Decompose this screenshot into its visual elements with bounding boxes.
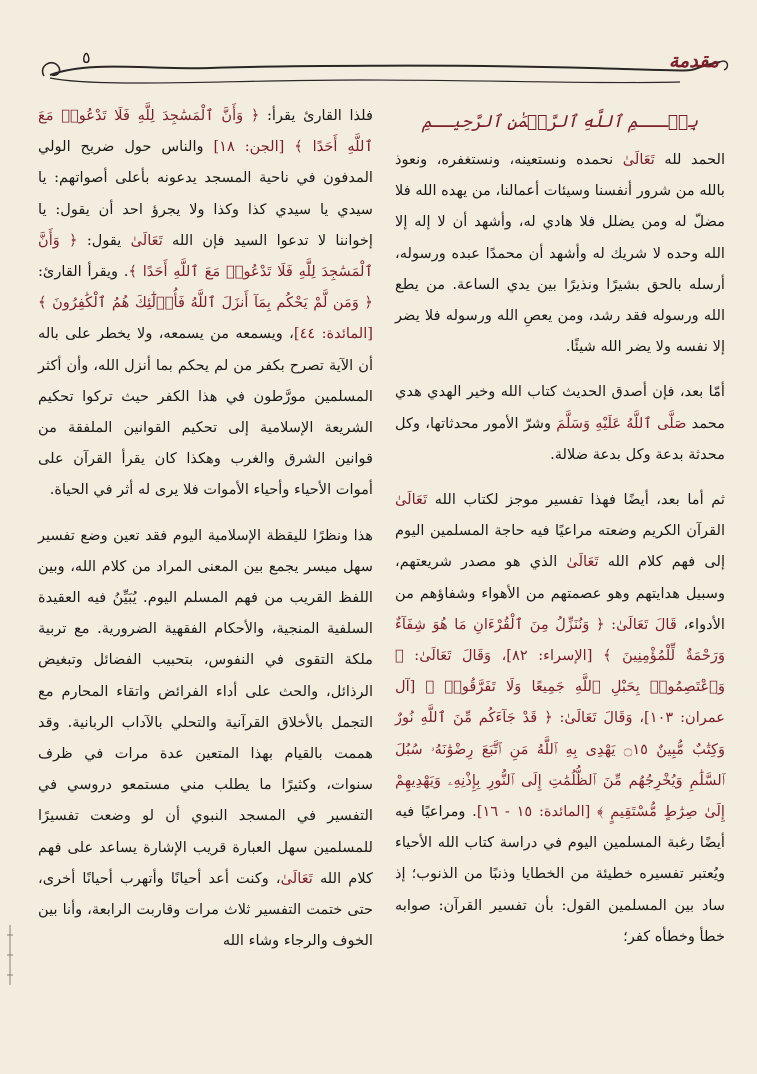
body-text: نحمده ونستعينه، ونستغفره، ونعوذ بالله من شرور أنفسنا وسيئات أعمالنا، من يهده الله فلا مضلّ له ومن يضلل فلا هادي له، وأشهد أن لا إله إلا الله وحده لا شريك له وأشهد أن محمدًا عبده ورسوله، أرسله بالحق بشيرًا ونذيرًا بين يدي الساعة. من يطع الله ورسوله فقد رشد، ومن يعصِ الله ورسوله فلا يضر إلا نفسه ولا يضر الله شيئًا. <box>395 151 725 356</box>
body-text: ، ويسمعه من يسمعه، ولا يخطر على باله أن الآية تصرح بكفر من لم يحكم بما أنزل الله، وأن أكثر المسلمين مورَّطون في هذا الكفر حيث تركوا تحكيم الشريعة الإسلامية إلى تحكيم القوانين الملفقة من قوانين الشرق والغرب وهكذا كان يقرأ القرآن على أموات الأحياء وأحياء الأموات فلا يرى له أثر في الحياة. <box>38 325 373 499</box>
body-text: يقول: <box>77 231 131 249</box>
body-text: وشرّ الأمور محدثاتها، وكل محدثة بدعة وكل بدعة ضلالة. <box>395 414 725 463</box>
quran-text: ﴿ وَأَنَّ ٱلْمَسَٰجِدَ لِلَّهِ فَلَا تَدْعُوا۟ مَعَ ٱللَّهِ أَحَدًا ﴾ [الجن: ١٨] <box>38 107 373 156</box>
body-text: والناس حول ضريح الولي المدفون في ناحية المسجد يدعونه بأعلى أصواتهم: يا سيدي يا سيدي كذا وكذا ولا يجرؤ احد أن يقول: يا إخواننا لا تدعوا السيد فإن الله <box>38 138 373 249</box>
quran-text: ﴿ وَأَنَّ ٱلْمَسَٰجِدَ لِلَّهِ فَلَا تَدْعُوا۟ مَعَ ٱللَّهِ أَحَدًا ﴾ <box>38 231 373 281</box>
paragraph <box>38 100 373 506</box>
paragraph <box>395 144 725 362</box>
quran-text: تَعَالَىٰ <box>280 869 313 887</box>
paragraph <box>395 484 725 952</box>
left-column <box>38 100 373 956</box>
basmala: بِسۡـــمِ ٱللَّهِ ٱلرَّحۡمَٰنِ ٱلرَّحِيــمِ <box>421 112 699 132</box>
quran-text: تَعَالَىٰ <box>622 151 655 168</box>
ornamental-header <box>30 40 730 100</box>
body-text: الذي هو مصدر شريعتهم، وسبيل هدايتهم وهو عصمتهم من الأهواء وشفاؤهم من الأدواء، <box>395 553 725 633</box>
section-title: مقدمة <box>668 50 719 72</box>
page-number: ٥ <box>82 48 91 67</box>
right-column <box>395 100 725 952</box>
quran-text: تَعَالَىٰ <box>395 491 428 509</box>
quran-text: تَعَالَىٰ <box>130 231 163 249</box>
body-text: هذا ونظرًا لليقظة الإسلامية اليوم فقد تعين وضع تفسير سهل ميسر يجمع بين المعنى المراد من كلام الله، وبين اللفظ القريب من فهم المسلم اليوم. يُبَيِّنُ فيه العقيدة السلفية المنجية، والأحكام الفقهية الضرورية. مع تربية ملكة التقوى في النفوس، بتحبيب الفضائل وتبغيض الرذائل، والحث على أداء الفرائض واتقاء المحارم مع التجمل بالأخلاق القرآنية والتحلي بالآداب الربانية. وقد هممت بالقيام بهذا المتعين عدة مرات في ظرف سنوات، وكثيرًا ما يطلب مني مستمعو دروسي في التفسير في المسجد النبوي أن لو وضعت تفسيرًا للمسلمين سهل العبارة قريب الإشارة يساعد على فهم كلام الله <box>38 526 373 887</box>
body-text: القرآن الكريم وضعته مراعيًا فيه حاجة المسلمين اليوم إلى فهم كلام الله <box>395 522 725 571</box>
header-ornament-line <box>30 40 730 100</box>
body-text: ثم أما بعد، أيضًا فهذا تفسير موجز لكتاب الله <box>427 491 725 509</box>
quran-text: ﴿ وَمَن لَّمْ يَحْكُم بِمَآ أَنزَلَ ٱللَّهُ فَأُو۟لَٰٓئِكَ هُمُ ٱلْكَٰفِرُونَ ﴾ [المائدة: ٤٤] <box>38 294 373 343</box>
quran-text: صَلَّى ٱللَّهُ عَلَيْهِ وَسَلَّمَ <box>556 414 687 432</box>
body-text: ، وكنت أعد أحيانًا وأتهرب أحيانًا أخرى، حتى ختمت التفسير ثلاث مرات وقاربت الرابعة، وأنا بين الخوف والرجاء وشاء الله <box>38 869 373 950</box>
body-text: . ويقرأ القارئ: <box>38 263 129 281</box>
quran-text: قَالَ تَعَالَىٰ: ﴿ وَنُنَزِّلُ مِنَ ٱلْقُرْءَانِ مَا هُوَ شِفَآءٌ وَرَحْمَةٌ لِّلْمُؤْمِنِينَ ﴾ [الإسراء: ٨٢]، وَقَالَ تَعَالَىٰ: ﴿ وَٱعْتَصِمُوا۟ بِحَبْلِ ٱللَّهِ جَمِيعًا وَلَا تَفَرَّقُوا۟ ﴾ [آل عمران: ١٠٣]، وَقَالَ تَعَالَىٰ: ﴿ قَدْ جَآءَكُم مِّنَ ٱللَّهِ نُورٌ وَكِتَٰبٌ مُّبِينٌ ۝١٥ يَهْدِى بِهِ ٱللَّهُ مَنِ ٱتَّبَعَ رِضْوَٰنَهُۥ سُبُلَ ٱلسَّلَٰمِ وَيُخْرِجُهُم مِّنَ ٱلظُّلُمَٰتِ إِلَى ٱلنُّورِ بِإِذْنِهِۦ وَيَهْدِيهِمْ إِلَىٰ صِرَٰطٍ مُّسْتَقِيمٍ ﴾ [المائدة: ١٥ - ١٦] <box>395 615 725 821</box>
paragraph <box>38 520 373 957</box>
paragraph <box>395 376 725 470</box>
margin-ornament <box>5 925 15 985</box>
body-text: أمّا بعد، فإن أصدق الحديث كتاب الله وخير الهدي هدي محمد <box>395 383 725 432</box>
quran-text: تَعَالَىٰ <box>566 553 599 571</box>
body-text: . ومراعيًا فيه أيضًا رغبة المسلمين اليوم في دراسة كتاب الله الأحياء ويُعتبر تفسيره خطيئة من الخطايا وذنبًا من الذنوب؛ إذ ساد بين المسلمين القول: بأن تفسير القرآن: صوابه خطأ وخطأه كفر؛ <box>395 803 725 945</box>
body-text: الحمد لله <box>654 151 725 168</box>
body-text: فلذا القارئ يقرأ: <box>259 107 373 124</box>
